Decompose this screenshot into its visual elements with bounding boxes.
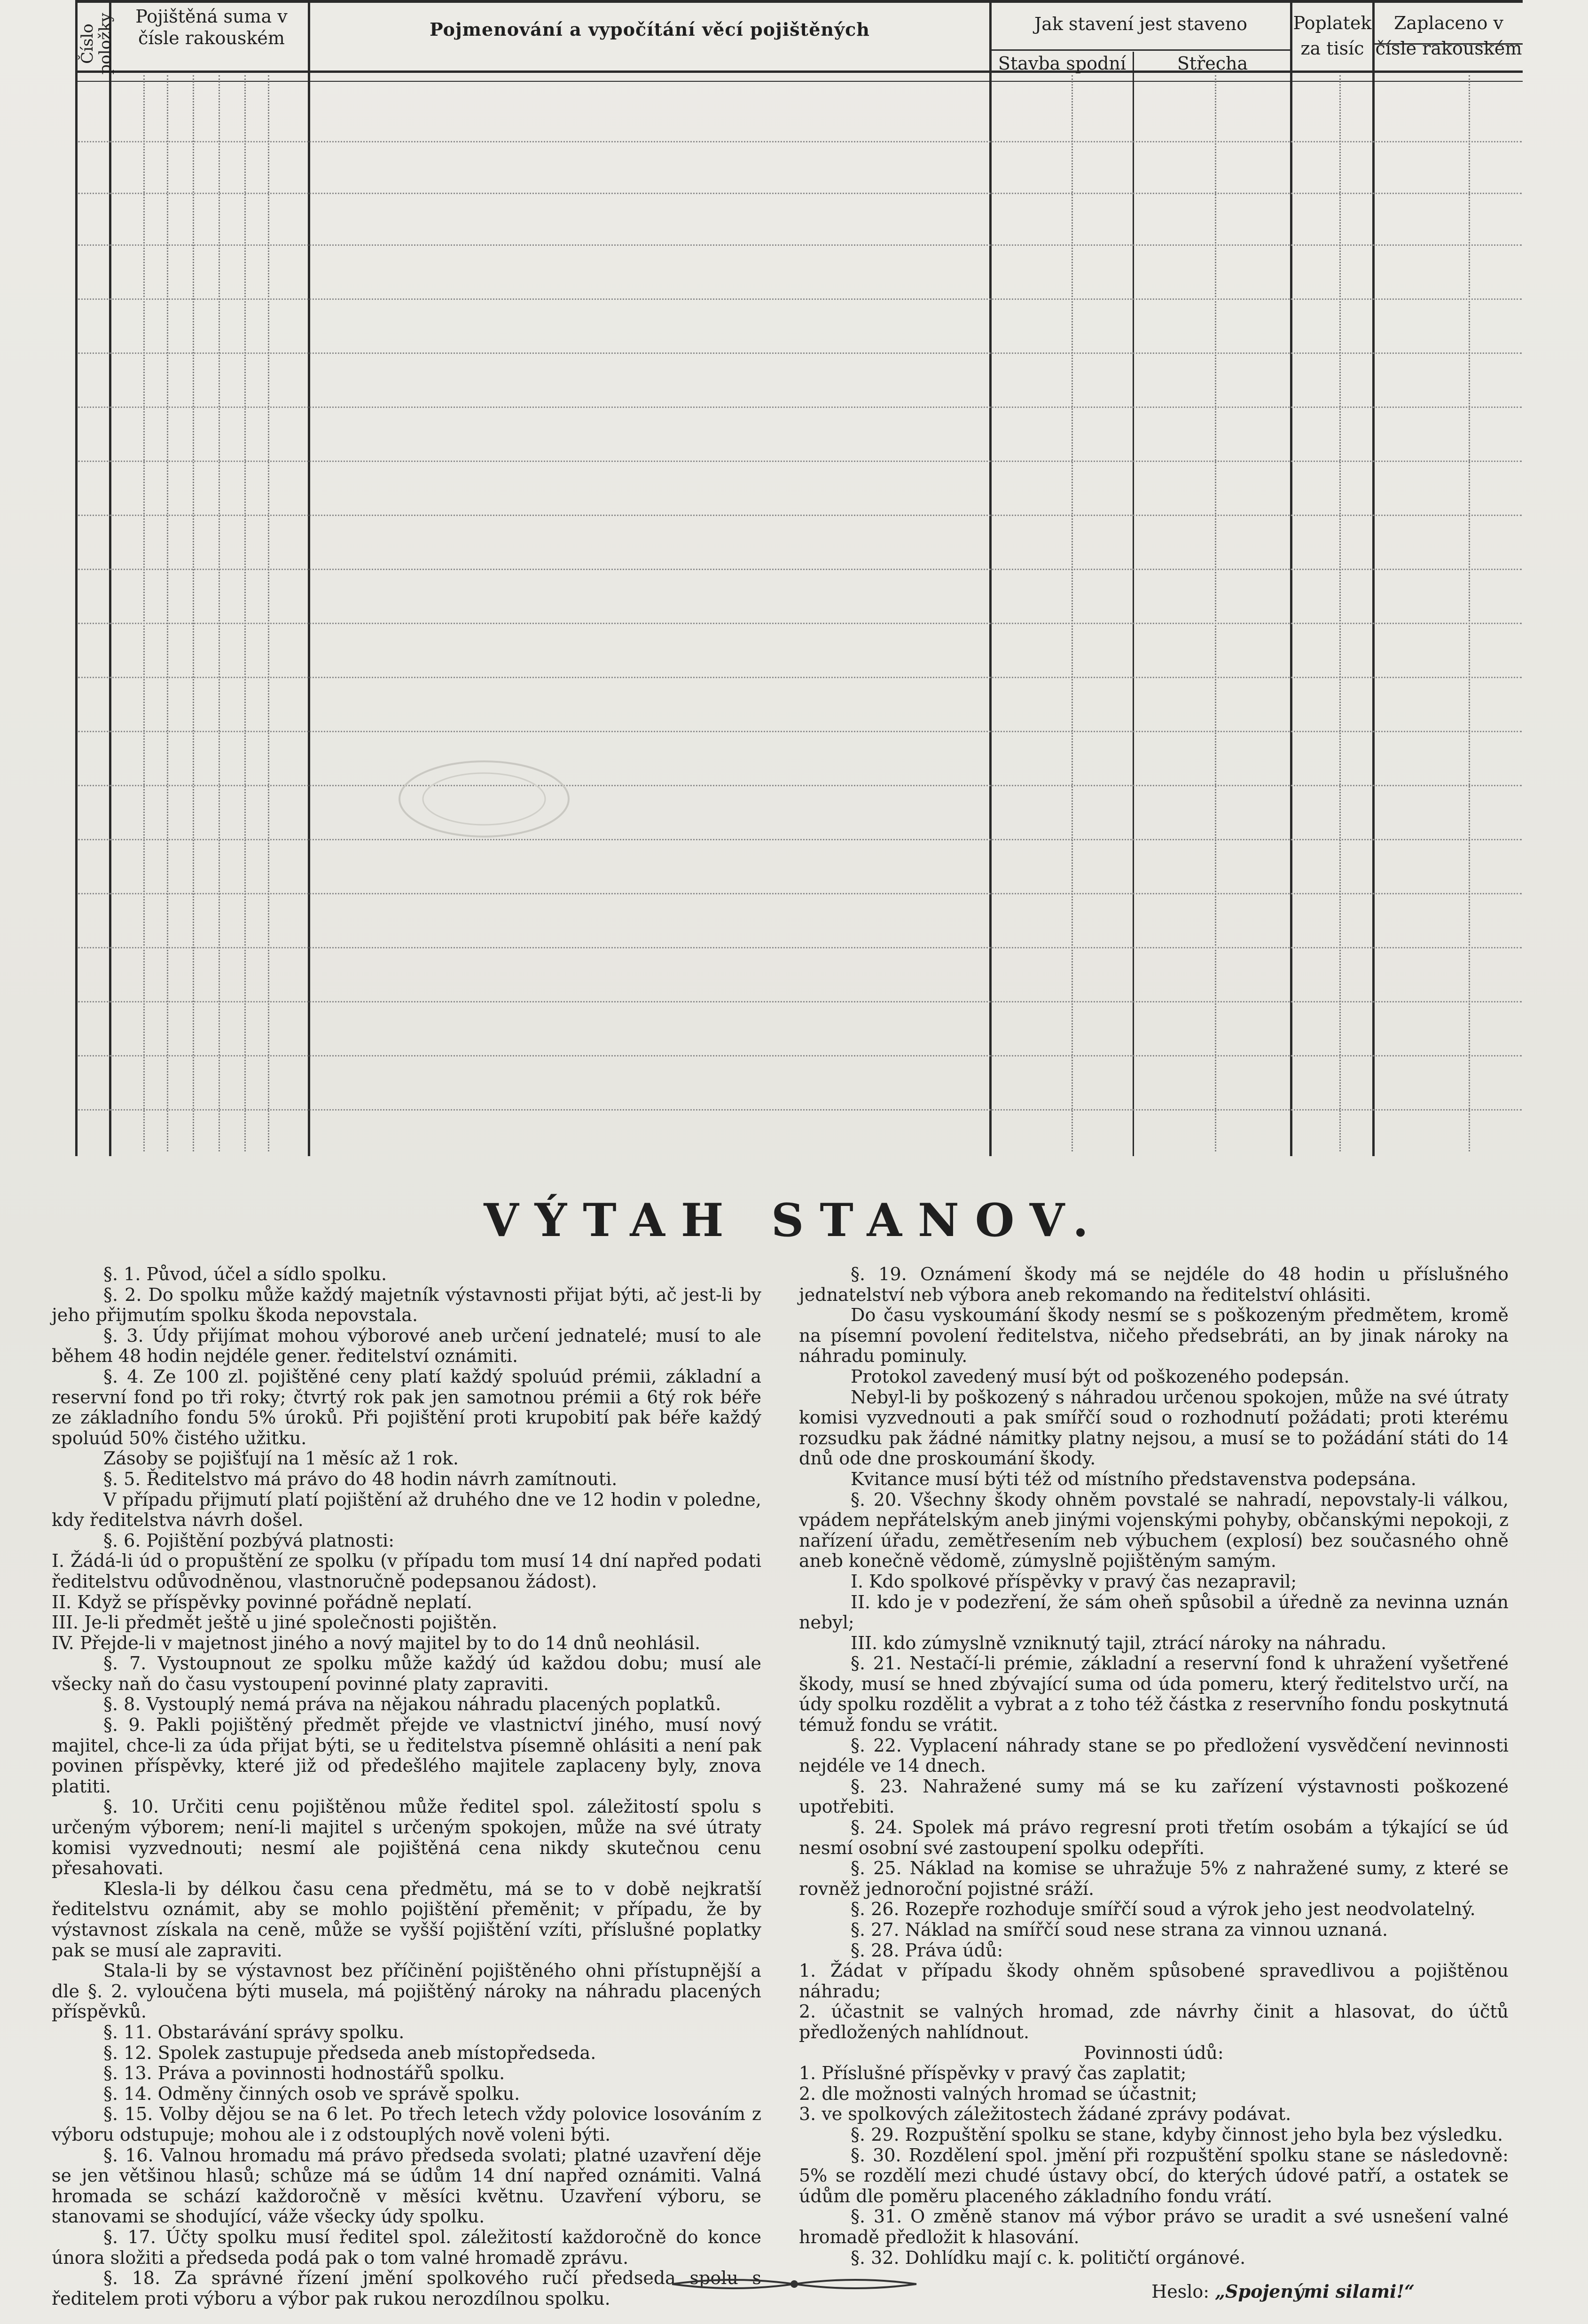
header-stavba: Stavba spodní bbox=[998, 53, 1126, 74]
table-row-rule bbox=[78, 1055, 1522, 1056]
table-row-rule bbox=[78, 1001, 1522, 1002]
header-jak: Jak stavení jest staveno bbox=[1034, 14, 1247, 34]
statute-paragraph-left: §. 6. Pojištění pozbývá platnosti: bbox=[103, 1530, 395, 1551]
dotted-column-line bbox=[143, 75, 145, 1151]
table-row-rule bbox=[78, 839, 1522, 840]
statute-paragraph-right: §. 24. Spolek má právo regresní proti třetím osobám a týkající se úd nesmí osobní své zastoupení spolku odepříti. bbox=[799, 1817, 1509, 1858]
statute-paragraph-right: §. 28. Práva údů: bbox=[851, 1940, 1003, 1961]
statute-paragraph-right: 1. Žádat v případu škody ohněm spůsobené spravedlivou a pojištěnou náhradu; bbox=[799, 1960, 1509, 2002]
statute-paragraph-right: 2. účastnit se valných hromad, zde návrhy činit a hlasovat, do účtů předložených nahlídnout. bbox=[799, 2001, 1509, 2042]
statute-paragraph-right: §. 32. Dohlídku mají c. k. političtí orgánové. bbox=[851, 2247, 1246, 2268]
table-border-left bbox=[75, 0, 78, 1156]
statute-paragraph-right: II. kdo je v podezření, že sám oheň spůsobil a úředně za nevinna uznán nebyl; bbox=[799, 1591, 1509, 1633]
statute-paragraph-left: §. 4. Ze 100 zl. pojištěné ceny platí každý spoluúd prémii, základní a reservní fond po tři roky; čtvrtý rok pak jen samotnou prémii a 6tý rok béře ze základního fondu 5% úroků. Při pojištění proti krupobití pak béře každý spoluúd 50% čistého užitku. bbox=[52, 1366, 761, 1448]
dotted-column-line bbox=[1215, 75, 1216, 1151]
header-poplatek: Poplatek za tisíc bbox=[1293, 13, 1372, 59]
table-row-rule bbox=[78, 141, 1522, 142]
table-top-rule bbox=[75, 0, 1523, 3]
statute-paragraph-right: Protokol zavedený musí být od poškozeného podepsán. bbox=[851, 1366, 1350, 1387]
header-bottom-rule bbox=[75, 70, 1523, 73]
statute-paragraph-left: §. 9. Pakli pojištěný předmět přejde ve vlastnictví jiného, musí nový majitel, chce-li za úda přijat býti, se u ředitelstva písemně ohlásiti a není pak povinen příspěvky, které již od předešlého majitele zaplaceny byly, znova platiti. bbox=[52, 1714, 761, 1797]
statute-paragraph-right: Do času vyskoumání škody nesmí se s poškozeným předmětem, kromě na písemní povolení ředitelstva, ničeho předsebráti, an by jinak nároky na náhradu pominuly. bbox=[799, 1305, 1509, 1367]
column-divider bbox=[1290, 0, 1292, 1156]
statute-paragraph-right: III. kdo zúmyslně vzniknutý tajil, ztrácí nároky na náhradu. bbox=[851, 1632, 1387, 1653]
statute-paragraph-right: 3. ve spolkových záležitostech žádané zprávy podávat. bbox=[799, 2104, 1291, 2125]
table-row-rule bbox=[78, 407, 1522, 408]
header-strecha: Střecha bbox=[1177, 53, 1248, 74]
statute-paragraph-left: §. 16. Valnou hromadu má právo předseda svolati; platné uzavření děje se jen většinou hlasů; schůze má se údům 14 dní napřed oznámiti. Valná hromada se schází každoročně v měsíci květnu. Uzavření výboru, se stanovami se shodující, váže všecky údy spolku. bbox=[52, 2144, 761, 2227]
table-row-rule bbox=[78, 244, 1522, 246]
column-divider bbox=[1372, 0, 1375, 1156]
column-divider bbox=[1133, 52, 1134, 1156]
dotted-column-line bbox=[244, 75, 246, 1151]
statute-paragraph-left: §. 5. Ředitelstvo má právo do 48 hodin návrh zamítnouti. bbox=[103, 1468, 618, 1489]
statute-paragraph-right: 2. dle možnosti valných hromad se účastnit; bbox=[799, 2083, 1197, 2104]
statute-paragraph-left: §. 15. Volby dějou se na 6 let. Po třech letech vždy polovice losováním z výboru odstupuje; mohou ale i z odstouplých nově voleni býti. bbox=[52, 2104, 761, 2145]
table-row-rule bbox=[78, 947, 1522, 948]
header-cislo: Číslo položky bbox=[78, 13, 115, 75]
statute-paragraph-left: Stala-li by se výstavnost bez příčinění pojištěného ohni přístupnější a dle §. 2. vyloučena býti musela, má pojištěný nároky na náhradu placených příspěvků. bbox=[52, 1960, 761, 2022]
insurance-table bbox=[75, 0, 1523, 1156]
statute-paragraph-left: I. Žádá-li úd o propuštění ze spolku (v případu tom musí 14 dní napřed podati ředitelstvu odůvodněnou, vlastnoručně podepsanou žádost). bbox=[52, 1550, 761, 1592]
header-zaplaceno: Zaplaceno v čísle rakouském bbox=[1375, 13, 1522, 59]
table-row-rule bbox=[78, 785, 1522, 786]
stamp-impression bbox=[385, 752, 583, 846]
column-divider bbox=[109, 0, 111, 1156]
statute-paragraph-left: IV. Přejde-li v majetnost jiného a nový majitel by to do 14 dnů neohlásil. bbox=[52, 1632, 701, 1653]
statute-right-column bbox=[799, 1264, 1509, 2302]
table-row-rule bbox=[78, 569, 1522, 570]
dotted-column-line bbox=[219, 75, 220, 1151]
statute-paragraph-left: III. Je-li předmět ještě u jiné společnosti pojištěn. bbox=[52, 1612, 498, 1633]
statute-paragraph-right: Nebyl-li by poškozený s náhradou určenou spokojen, může na své útraty komisi vyzvednouti a pak smířčí soud o rozhodnutí požádati; proti kterému rozsudku pak žádné námitky platny nejsou, a musí se to požádání státi do 14 dnů ode dne proskoumání škody. bbox=[799, 1386, 1509, 1469]
dotted-column-line bbox=[193, 75, 194, 1151]
statute-paragraph-right: §. 31. O změně stanov má výbor právo se uradit a své usnešení valné hromadě předložit k hlasování. bbox=[799, 2206, 1509, 2247]
statute-paragraph-left: §. 2. Do spolku může každý majetník výstavnosti přijat býti, ač jest-li by jeho přijmutím spolku škoda nepovstala. bbox=[52, 1284, 761, 1326]
statute-paragraph-left: Klesla-li by délkou času cena předmětu, má se to v době nejkratší ředitelstvu oznámit, aby se mohlo pojištění přeměnit; v případu, že by výstavnost získala na ceně, může se vyšší pojištění vzíti, příslušné poplatky pak se musí ale zapraviti. bbox=[52, 1878, 761, 1961]
statute-paragraph-left: §. 1. Původ, účel a sídlo spolku. bbox=[103, 1264, 387, 1284]
statute-paragraph-right: I. Kdo spolkové příspěvky v pravý čas nezapravil; bbox=[851, 1571, 1297, 1592]
statute-paragraph-right: §. 23. Nahražené sumy má se ku zařízení výstavnosti poškozené upotřebiti. bbox=[799, 1776, 1509, 1817]
table-row-rule bbox=[78, 1109, 1522, 1111]
table-row-rule bbox=[78, 731, 1522, 732]
dotted-column-line bbox=[1072, 75, 1073, 1151]
header-pojmenovani: Pojmenování a vypočítání věcí pojištěných bbox=[430, 19, 870, 40]
table-row-rule bbox=[78, 298, 1522, 300]
dotted-column-line bbox=[268, 75, 269, 1151]
statute-paragraph-left: Zásoby se pojišťují na 1 měsíc až 1 rok. bbox=[103, 1448, 459, 1469]
table-row-rule bbox=[78, 352, 1522, 354]
statute-paragraph-right: §. 25. Náklad na komise se uhražuje 5% z nahražené sumy, z které se rovněž jednoroční pojistné sráží. bbox=[799, 1858, 1509, 1899]
ornament-divider bbox=[667, 2275, 921, 2293]
motto-label: Heslo: bbox=[1151, 2281, 1210, 2302]
statute-paragraph-right: §. 20. Všechny škody ohněm povstalé se nahradí, nepovstaly-li válkou, vpádem nepřátelským aneb jinými vojenskými pohyby, občanskými nepokoji, z nařízení úřadu, zemětřesením neb výbuchem (explosí) bez současného ohně aneb konečně vědomě, zúmyslně pojištěným samým. bbox=[799, 1489, 1509, 1572]
dotted-column-line bbox=[1469, 75, 1470, 1151]
statute-paragraph-left: §. 7. Vystoupnout ze spolku může každý úd každou dobu; musí ale všecky naň do času vystoupení povinné platy zapraviti. bbox=[52, 1653, 761, 1694]
statute-paragraph-right: §. 29. Rozpuštění spolku se stane, kdyby činnost jeho byla bez výsledku. bbox=[851, 2124, 1503, 2145]
table-row-rule bbox=[78, 515, 1522, 516]
statute-paragraph-left: §. 17. Účty spolku musí ředitel spol. záležitostí každoročně do konce února složiti a předseda podá pak o tom valné hromadě zprávu. bbox=[52, 2226, 761, 2268]
column-divider bbox=[989, 0, 992, 1156]
statute-paragraph-left: V případu přijmutí platí pojištění až druhého dne ve 12 hodin v poledne, kdy ředitelstva návrh došel. bbox=[52, 1489, 761, 1531]
statute-paragraph-left: §. 10. Určiti cenu pojištěnou může ředitel spol. záležitostí spolu s určeným výborem; není-li majitel s určeným spokojen, může na své útraty komisi vyzvednouti; nesmí ale pojištěná cena nikdy skutečnou cenu přesahovati. bbox=[52, 1796, 761, 1879]
statute-paragraph-right: §. 30. Rozdělení spol. jmění při rozpuštění spolku stane se následovně: 5% se rozdělí mezi chudé ústavy obcí, do kterých údové patří, a ostatek se údům dle poměru placeného základního fondu vrátí. bbox=[799, 2144, 1509, 2207]
table-row-rule bbox=[78, 623, 1522, 624]
header-suma: Pojištěná suma v čísle rakouském bbox=[135, 6, 288, 48]
table-row-rule bbox=[78, 677, 1522, 678]
column-divider bbox=[308, 0, 310, 1156]
dotted-column-line bbox=[167, 75, 168, 1151]
motto-text: „Spojenými silami!“ bbox=[1215, 2281, 1415, 2302]
statute-paragraph-right: Kvitance musí býti též od místního představenstva podepsána. bbox=[851, 1468, 1416, 1489]
statute-paragraph-right: Povinnosti údů: bbox=[1084, 2042, 1224, 2063]
statute-paragraph-left: II. Když se příspěvky povinné pořádně neplatí. bbox=[52, 1591, 472, 1612]
statute-left-column bbox=[52, 1264, 761, 2309]
statute-paragraph-left: §. 13. Práva a povinnosti hodnostářů spolku. bbox=[103, 2063, 505, 2084]
table-row-rule bbox=[78, 893, 1522, 894]
statute-paragraph-left: §. 12. Spolek zastupuje předseda aneb místopředseda. bbox=[103, 2042, 596, 2063]
statute-paragraph-left: §. 8. Vystouplý nemá práva na nějakou náhradu placených poplatků. bbox=[103, 1694, 721, 1715]
header-double-rule bbox=[75, 81, 1523, 82]
statute-paragraph-left: §. 3. Údy přijímat mohou výborové aneb určení jednatelé; musí to ale během 48 hodin nejdéle gener. ředitelství oznámiti. bbox=[52, 1325, 761, 1367]
statute-paragraph-left: §. 11. Obstarávání správy spolku. bbox=[103, 2021, 405, 2042]
table-row-rule bbox=[78, 461, 1522, 462]
table-row-rule bbox=[78, 193, 1522, 194]
statute-paragraph-right: §. 26. Rozepře rozhoduje smířčí soud a výrok jeho jest neodvolatelný. bbox=[851, 1899, 1476, 1920]
statute-paragraph-right: §. 22. Vyplacení náhrady stane se po předložení vysvědčení nevinnosti nejdéle ve 14 dnech. bbox=[799, 1735, 1509, 1776]
statute-title: VÝTAH STANOV. bbox=[484, 1194, 1104, 1247]
statute-paragraph-right: 1. Příslušné příspěvky v pravý čas zaplatit; bbox=[799, 2063, 1187, 2084]
statute-paragraph-left: §. 14. Odměny činných osob ve správě spolku. bbox=[103, 2083, 520, 2104]
statute-paragraph-left: §. 18. Za správné řízení jmění spolkového ručí předseda spolu s ředitelem proti výboru a výbor pak rukou nerozdílnou spolku. bbox=[52, 2268, 761, 2309]
statute-paragraph-right: §. 19. Oznámení škody má se nejdéle do 48 hodin u příslušného jednatelství neb výbora aneb rekomando na ředitelství ohlásiti. bbox=[799, 1264, 1509, 1305]
statute-paragraph-right: §. 21. Nestačí-li prémie, základní a reservní fond k uhražení vyšetřené škody, musí se hned zbývající suma od úda pomeru, který ředitelstvo určí, na údy spolku rozdělit a vybrat a z toho též částka z reservního fondu poskytnutá témuž fondu se vrátit. bbox=[799, 1653, 1509, 1736]
subheader-rule bbox=[989, 49, 1290, 51]
statute-paragraph-right: §. 27. Náklad na smířčí soud nese strana za vinnou uznaná. bbox=[851, 1919, 1388, 1940]
dotted-column-line bbox=[1339, 75, 1341, 1151]
